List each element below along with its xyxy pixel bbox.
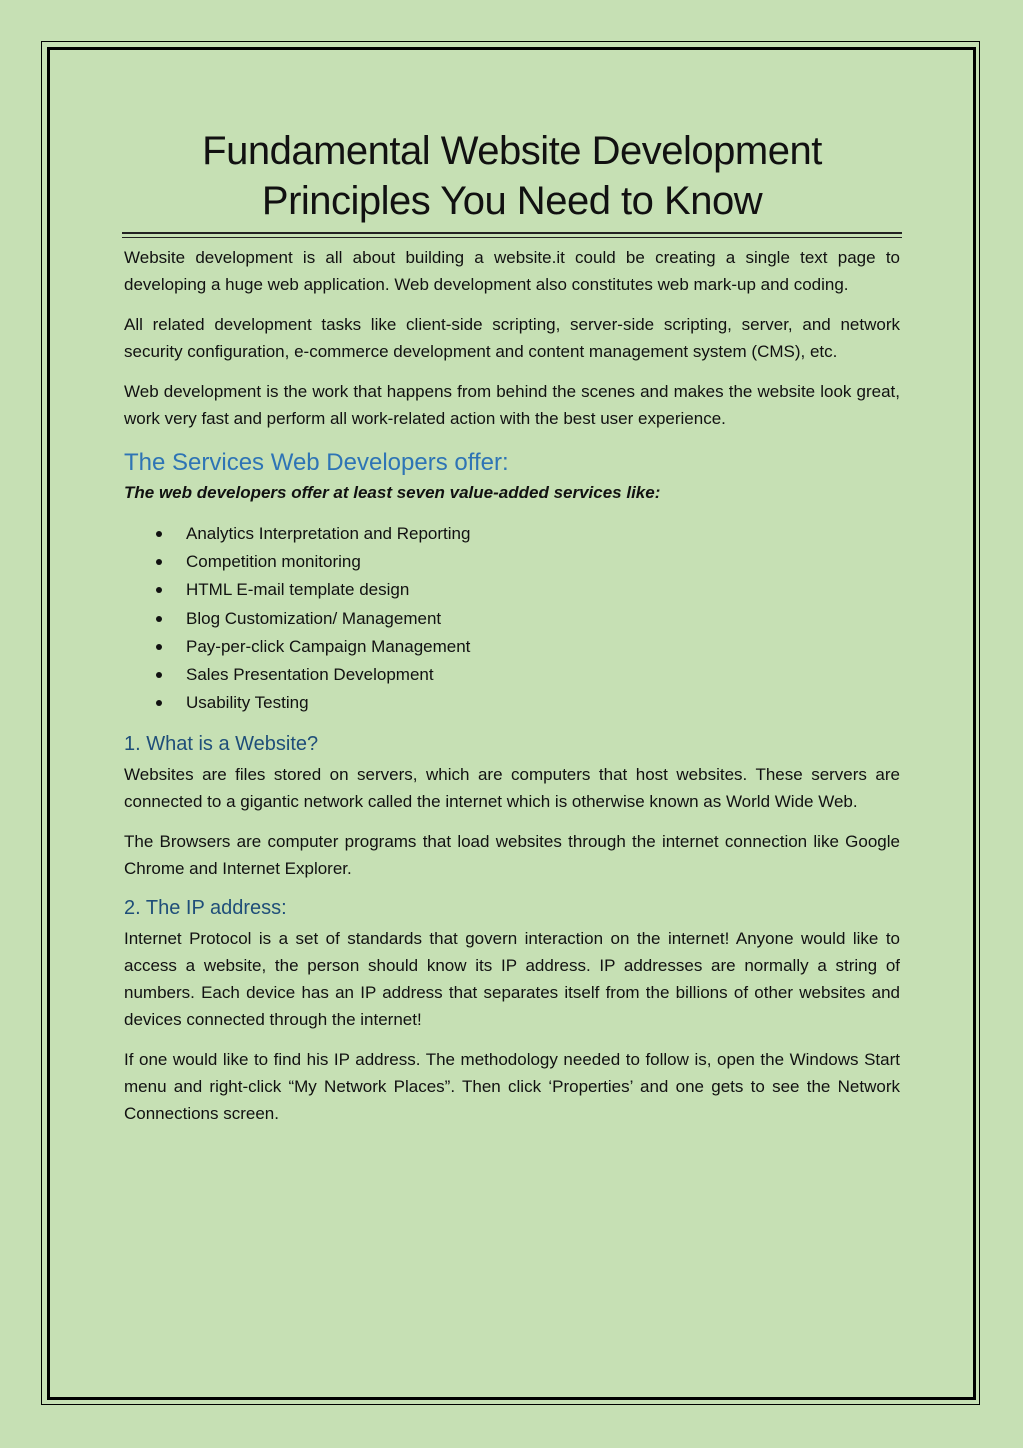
intro-paragraph-2: All related development tasks like client-side scripting, server-side scripting, server, and network security configuration, e-commerce development and content management system (CMS), etc. [124,315,900,361]
service-label: Sales Presentation Development [186,665,434,685]
bullet-icon [156,559,162,565]
services-heading: The Services Web Developers offer: [124,449,509,476]
service-label: Analytics Interpretation and Reporting [186,524,471,543]
list-item [156,605,900,633]
list-item [156,520,900,548]
service-label: HTML E-mail template design [186,580,410,600]
list-item [156,548,900,576]
bullet-icon [156,672,162,678]
bullet-icon [156,587,162,593]
section-1-paragraph-2: The Browsers are computer programs that load websites through the internet connection like Google Chrome and Internet Explorer. [124,832,900,879]
service-label: Pay-per-click Campaign Management [186,636,471,656]
section-2-heading: 2. The IP address: [124,897,287,920]
document-title [124,126,900,226]
service-label: Competition monitoring [186,552,361,572]
section-1-paragraph-1: Websites are files stored on servers, which are computers that host websites. These servers are connected to a gigantic network called the internet which is otherwise known as World Wide Web. [124,765,900,812]
document-body [124,126,900,1140]
service-label: Usability Testing [186,693,309,713]
section-1-heading: 1. What is a Website? [124,733,319,756]
service-label: Blog Customization/ Management [186,608,442,628]
section-2-paragraph-2: If one would like to find his IP address. The methodology needed to follow is, open the Windows Start menu and right-click “My Network Places”. Then click ‘Properties’ and one gets to see the Network Connections screen. [124,1050,900,1124]
list-item [156,633,900,661]
bullet-icon [156,700,162,706]
intro-paragraph-3: Web development is the work that happens from behind the scenes and makes the website look great, work very fast and perform all work-related action with the best user experience. [124,382,900,428]
title-line-2: Principles You Need to Know [261,179,763,223]
bullet-icon [156,644,162,650]
bullet-icon [156,531,162,537]
bullet-icon [156,616,162,622]
services-list [124,520,900,717]
list-item [156,576,900,604]
list-item [156,661,900,689]
section-2-paragraph-1: Internet Protocol is a set of standards that govern interaction on the internet! Anyone would like to access a website, the person should know its IP address. IP addresses are normally a string of numbers. Each device has an IP address that separates itself from the billions of other websites and devices connected through the internet! [124,929,900,1030]
title-line-1: Fundamental Website Development [202,129,822,173]
title-divider [122,232,902,238]
list-item [156,689,900,717]
intro-paragraph-1: Website development is all about building a website.it could be creating a single text page to developing a huge web application. Web development also constitutes web mark-up and coding. [124,248,900,294]
services-lead: The web developers offer at least seven value-added services like: [124,483,661,502]
